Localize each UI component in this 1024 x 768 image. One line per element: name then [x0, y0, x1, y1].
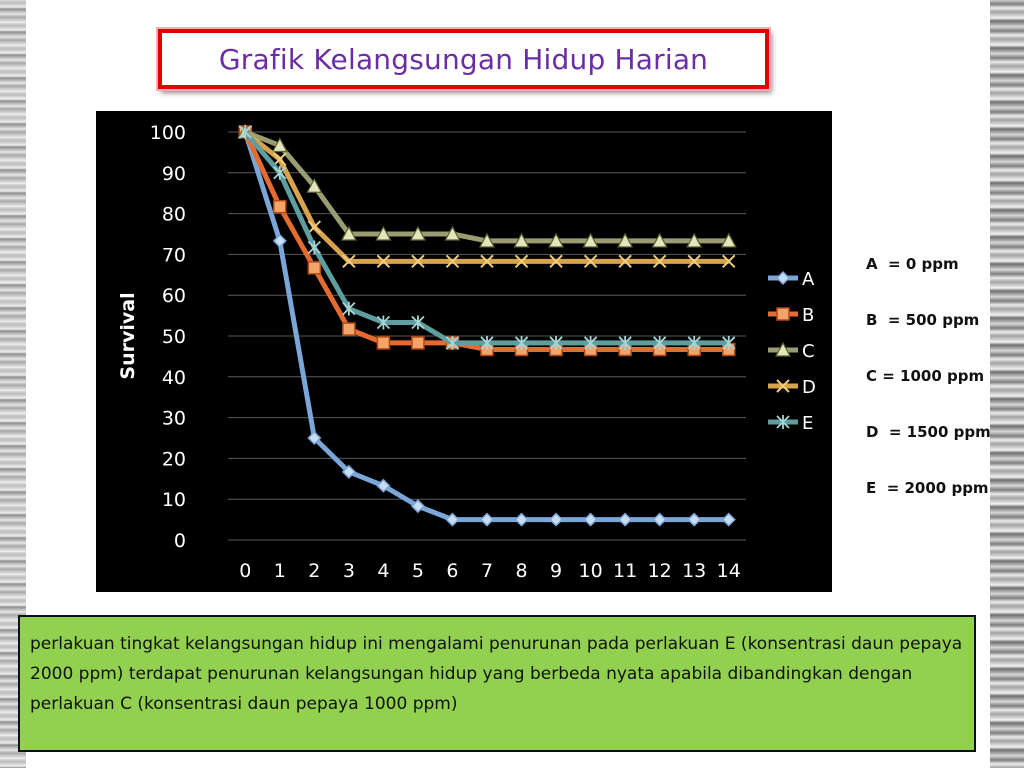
legend-key-d: D = 1500 ppm — [866, 423, 991, 441]
legend-marker-b — [777, 308, 789, 320]
legend-label-e: E — [802, 413, 814, 434]
x-tick-label: 4 — [377, 560, 390, 582]
x-tick-label: 2 — [308, 560, 321, 582]
y-tick-label: 30 — [161, 407, 186, 430]
x-tick-label: 6 — [446, 560, 459, 582]
data-point-a — [654, 514, 666, 526]
legend-label-a: A — [802, 269, 815, 290]
y-tick-label: 40 — [161, 366, 186, 389]
legend-marker-a — [777, 272, 789, 284]
legend-key-c: C = 1000 ppm — [866, 367, 985, 385]
x-tick-label: 13 — [682, 560, 707, 582]
data-point-b — [274, 201, 286, 213]
y-tick-label: 80 — [161, 203, 186, 226]
x-tick-label: 9 — [550, 560, 563, 582]
title-box — [158, 29, 769, 89]
caption-box — [18, 615, 976, 752]
y-tick-label: 100 — [149, 122, 186, 144]
data-point-a — [723, 514, 735, 526]
data-point-b — [343, 323, 355, 335]
y-tick-label: 20 — [161, 448, 186, 471]
data-point-a — [585, 514, 597, 526]
data-point-b — [412, 337, 424, 349]
survival-line-chart — [96, 111, 832, 592]
y-tick-label: 70 — [161, 244, 186, 267]
x-tick-label: 7 — [480, 560, 494, 582]
y-tick-label: 50 — [161, 326, 186, 348]
right-border-texture — [990, 0, 1024, 768]
x-tick-label: 14 — [716, 560, 741, 582]
data-point-a — [688, 514, 700, 526]
y-tick-label: 10 — [161, 489, 186, 512]
x-tick-label: 12 — [647, 560, 672, 582]
legend-label-c: C — [802, 341, 815, 362]
legend-label-b: B — [802, 305, 815, 326]
x-tick-label: 8 — [515, 560, 528, 582]
y-tick-label: 90 — [161, 162, 186, 185]
chart-area — [96, 111, 832, 592]
y-tick-label: 60 — [161, 285, 186, 308]
chart-title: Grafik Kelangsungan Hidup Harian — [218, 42, 709, 76]
data-point-b — [377, 337, 389, 349]
x-tick-label: 11 — [613, 560, 638, 582]
legend-label-d: D — [802, 377, 816, 398]
data-point-a — [274, 235, 286, 247]
x-tick-label: 0 — [239, 560, 252, 582]
data-point-b — [308, 262, 320, 274]
legend-key-a: A = 0 ppm — [866, 255, 959, 273]
x-tick-label: 1 — [273, 560, 286, 582]
data-point-a — [550, 514, 562, 526]
data-point-a — [619, 514, 631, 526]
x-tick-label: 3 — [342, 560, 355, 582]
y-tick-label: 0 — [173, 530, 186, 552]
x-tick-label: 5 — [411, 560, 424, 582]
caption-text: perlakuan tingkat kelangsungan hidup ini mengalami penurunan pada perlakuan E (konsentrasi daun pepaya 2000 ppm) terdapat penurunan kelangsungan hidup yang berbeda nyata apabila dibandingkan dengan perlakuan C (konsentrasi daun pepaya 1000 ppm) — [30, 634, 963, 714]
x-tick-label: 10 — [578, 560, 603, 582]
data-point-a — [481, 514, 493, 526]
legend-key-b: B = 500 ppm — [866, 311, 980, 329]
y-axis-label: Survival — [117, 292, 139, 380]
legend-key-e: E = 2000 ppm — [866, 479, 989, 497]
data-point-e — [308, 240, 320, 254]
data-point-a — [516, 514, 528, 526]
